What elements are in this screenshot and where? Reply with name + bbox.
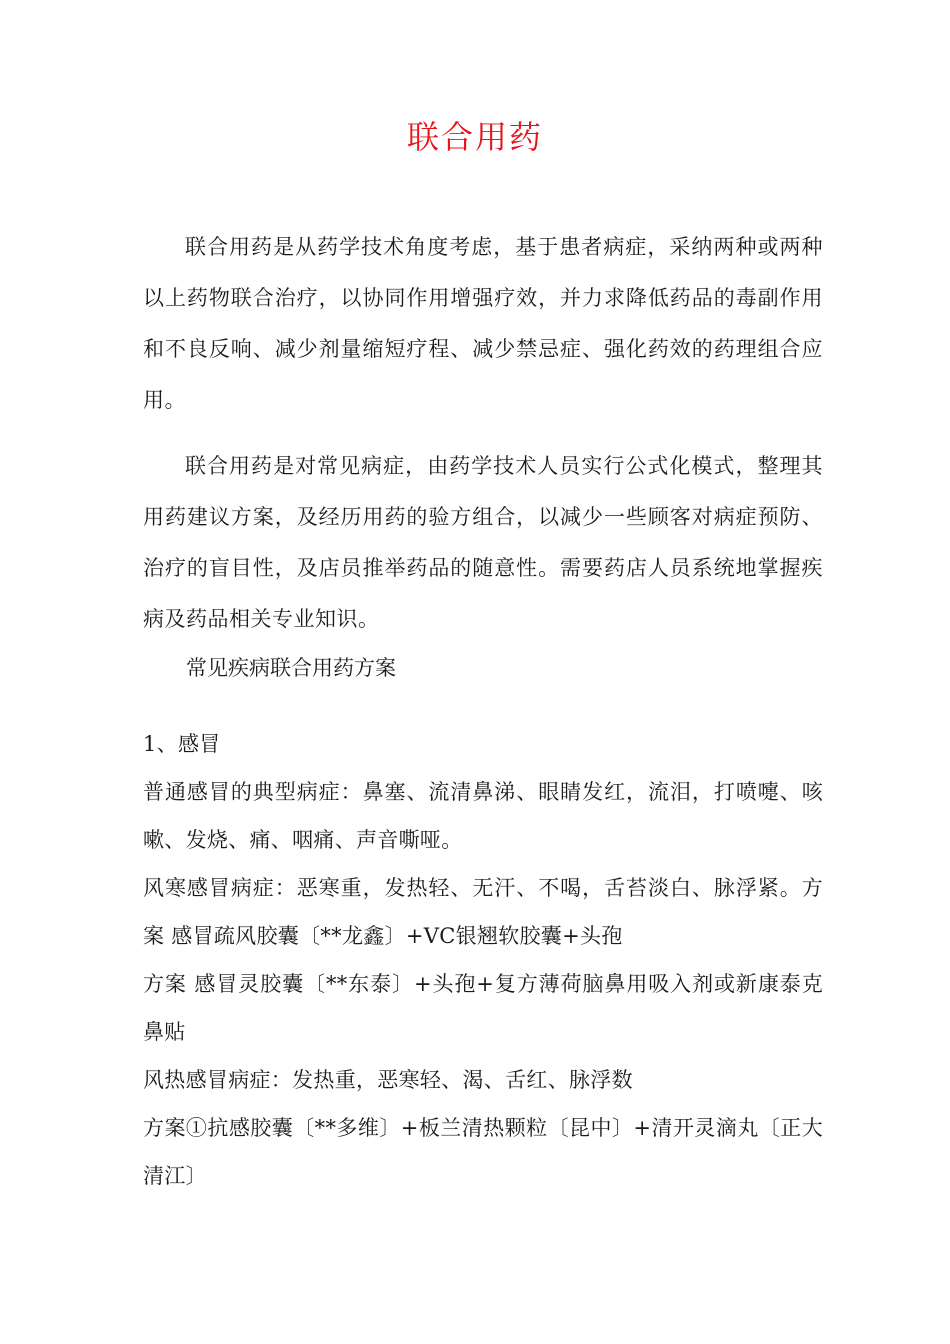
body-line-plan-1: 方案①抗感胶囊〔**多维〕+板兰清热颗粒〔昆中〕+清开灵滴丸〔正大清江〕 (143, 1116, 823, 1188)
intro-paragraph-1: 联合用药是从药学技术角度考虑，基于患者病症，采纳两种或两种以上药物联合治疗，以协同作用增强疗效，并力求降低药品的毒副作用和不良反响、减少剂量缩短疗程、减少禁忌症、强化药效的药理组合应用。 (143, 235, 823, 412)
section-subheading: 常见疾病联合用药方案 (186, 656, 396, 680)
body-line-wind-cold: 风寒感冒病症：恶寒重，发热轻、无汗、不喝，舌苔淡白、脉浮紧。方案 感冒疏风胶囊〔**龙鑫〕+VC银翘软胶囊+头孢 (143, 876, 823, 948)
document-title: 联合用药 (406, 118, 543, 156)
body-line-wind-heat: 风热感冒病症：发热重，恶寒轻、渴、舌红、脉浮数 (143, 1068, 633, 1092)
body-line-common-cold: 普通感冒的典型病症：鼻塞、流清鼻涕、眼睛发红，流泪，打喷嚏、咳嗽、发烧、痛、咽痛、声音嘶哑。 (143, 780, 823, 852)
section-heading-cold: 1、感冒 (143, 732, 221, 756)
intro-paragraph-2: 联合用药是对常见病症，由药学技术人员实行公式化模式，整理其用药建议方案，及经历用药的验方组合，以减少一些顾客对病症预防、治疗的盲目性，及店员推举药品的随意性。需要药店人员系统地掌握疾病及药品相关专业知识。 (143, 454, 823, 631)
cold-section (143, 720, 823, 1200)
body-line-plan-2: 方案 感冒灵胶囊〔**东泰〕+头孢+复方薄荷脑鼻用吸入剂或新康泰克鼻贴 (143, 972, 823, 1044)
